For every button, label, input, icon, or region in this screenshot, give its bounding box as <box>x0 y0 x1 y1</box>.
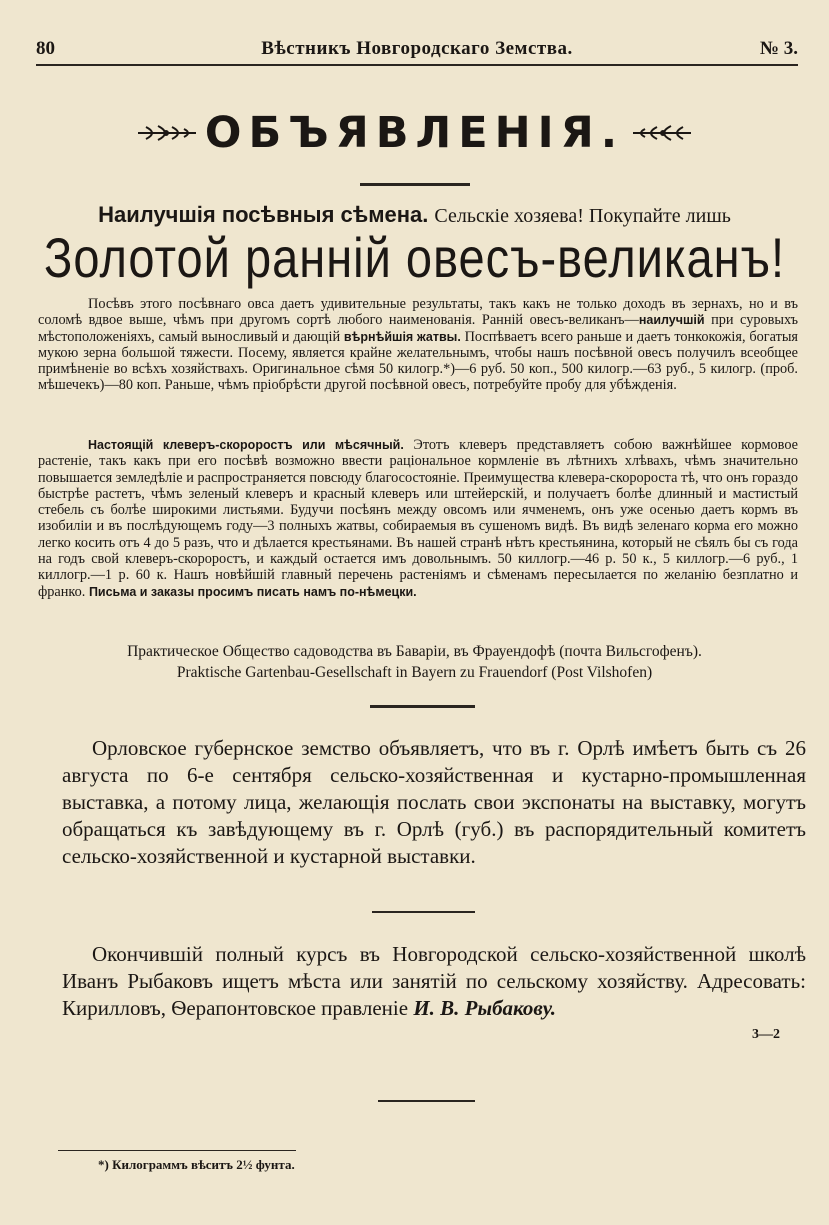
society-name-ru: Практическое Общество садоводства въ Баваріи, въ Фрауендофѣ (почта Вильсгофенъ). <box>127 643 702 660</box>
ad3-name: И. В. Рыбакову. <box>413 996 557 1020</box>
ad1-paragraph-clover <box>38 437 798 600</box>
issue-number: № 3. <box>759 38 798 59</box>
section-title-block <box>0 108 829 160</box>
divider <box>360 183 470 186</box>
divider <box>370 705 475 708</box>
page-number: 80 <box>36 38 55 59</box>
ornament-right-icon <box>629 123 693 143</box>
ornament-left-icon <box>136 123 200 143</box>
section-title: ОБЪЯВЛЕНІЯ. <box>204 108 625 158</box>
ad1-product-name: Золотой ранній овесъ-великанъ! <box>43 226 785 289</box>
ad1-paragraph-oats <box>38 296 798 394</box>
running-header <box>36 38 798 66</box>
footnote: *) Килограммъ вѣситъ 2½ фунта. <box>98 1157 295 1172</box>
ad2-text: Орловское губернское земство объявляетъ, что въ г. Орлѣ имѣетъ быть съ 26 августа по 6-е сентября сельско-хозяйственная и кустарно-промышленная выставка, а потому лица, желающія послать свои экспонаты на выставку, могутъ обращаться къ завѣдующему въ г. Орлѣ (губ.) въ распорядительный комитетъ сельско-хозяйственной и кустарной выставки. <box>62 736 806 868</box>
ad1-headline-bold: Наилучшія посѣвныя сѣмена. <box>98 202 429 227</box>
text-run: Этотъ клеверъ представляетъ собою важнѣйшее кормовое растеніе, такъ какъ при его посѣвѣ возможно ввести раціональное кормленіе въ лѣтнихъ хлѣвахъ, чѣмъ значительно повышается земледѣліе и распространяется повсюду благосостояніе. Преимущества клевера-скоророста тѣ, что онъ гораздо быстрѣе растетъ, чѣмъ зеленый клеверъ и красный клеверъ или штейерскій, и получаетъ болѣе длинный и мастистый стебель съ болѣе широкими листьями. Будучи посѣянъ между овсомъ или ячменемъ, онъ уже осенью даетъ кормъ въ изобиліи и въ послѣдующемъ году—3 полныхъ жатвы, собираемыя въ сушеномъ видѣ. Въ видѣ зеленаго корма его можно легко косить отъ 4 до 5 разъ, что и дѣлается крестьянами. Въ нашей странѣ нѣтъ крестьянина, который не сѣялъ бы съ года на годъ свой клеверъ-скороростъ, и каждый остается имъ довольнымъ. 50 киллогр.—46 р. 50 к., 5 киллогр.—6 руб., 1 киллогр.—1 р. 60 к. Нашъ новѣйшій главный перечень растеніямъ и сѣменамъ пересылается по желанію безплатно и франко. <box>38 437 798 600</box>
footnote-rule <box>58 1150 296 1151</box>
text-run-bold: вѣрнѣйшія жатвы. <box>343 329 461 344</box>
divider <box>378 1100 475 1102</box>
text-run: Окончившій полный курсъ въ Новгородской сельско-хозяйственной школѣ Иванъ Рыбаковъ ищетъ мѣста или занятій по сельскому хозяйству. Адресовать: Кирилловъ, Ѳерапонтовское правленіе <box>62 942 806 1020</box>
society-name-de: Praktische Gartenbau-Gesellschaft in Bayern zu Frauendorf (Post Vilshofen) <box>176 664 653 681</box>
divider <box>372 911 475 913</box>
text-run-bold: Письма и заказы просимъ писать намъ по-нѣмецки. <box>88 584 417 599</box>
journal-title: Вѣстникъ Новгородскаго Земства. <box>261 38 573 59</box>
text-run: Поспѣваетъ всего раньше и даетъ тонкокожія, богатыя мукою зерна большой тяжести. Посему, является крайне желательнымъ, чтобы нашъ посѣвной овесъ получилъ всеобщее примѣненіе во всѣхъ хозяйствахъ. Оригинальное сѣмя 50 килогр.*)—6 руб. 50 коп., 500 килогр.—63 руб., 5 килогр. (проб. мѣшечекъ)—80 коп. Раньше, чѣмъ пріобрѣсти другой посѣвной овесъ, потребуйте пробу для убѣжденія. <box>38 328 799 394</box>
text-run: Посѣвъ этого посѣвнаго овса даетъ удивительные результаты, такъ какъ не только доходъ въ зернахъ, но и въ соломѣ вдвое выше, чѣмъ при другомъ сортѣ любого наименованія. Ранній овесъ-великанъ— <box>38 296 798 329</box>
ad3-text <box>62 941 806 1022</box>
ad3-reference: 3—2 <box>752 1027 780 1042</box>
ad1-headline-plain: Сельскіе хозяева! Покупайте лишь <box>434 205 731 227</box>
text-run-bold: Настоящій клеверъ-скороростъ или мѣсячный. <box>88 438 404 452</box>
text-run-bold: наилучшій <box>638 313 705 328</box>
text-run: при суровыхъ мѣстоположеніяхъ, самый выносливый и дающій <box>38 312 798 345</box>
